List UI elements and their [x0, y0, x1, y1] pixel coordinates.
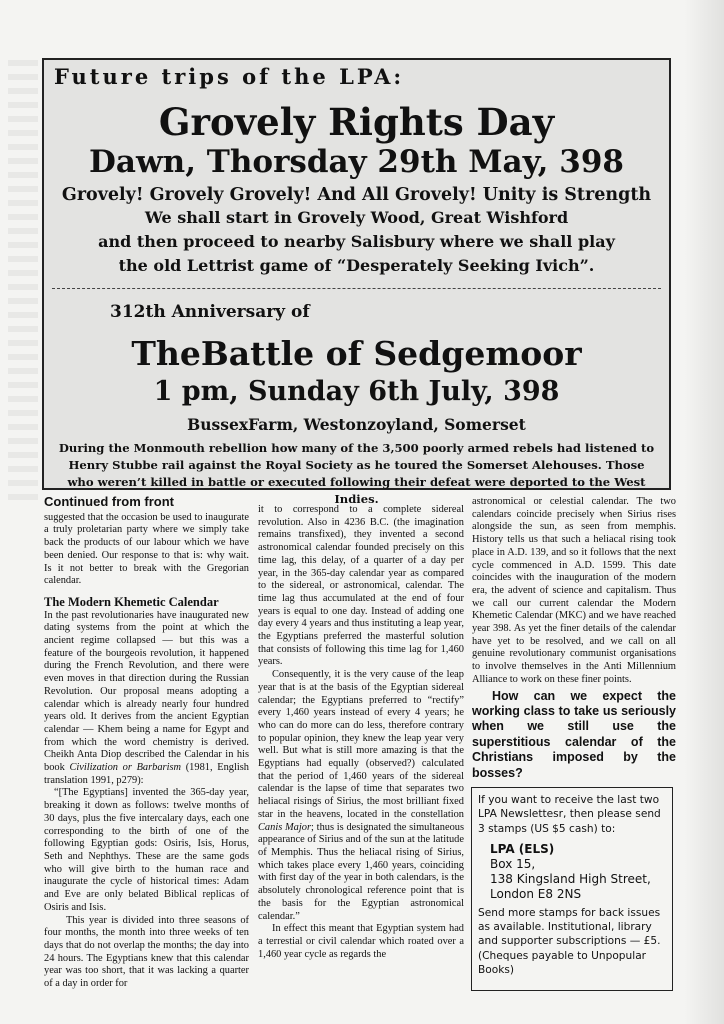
paragraph: [44, 610, 249, 788]
text-run: ; thus is designated the simultaneous appearance of Sirius and of the sun at the latitude of Memphis. Thus the heliacal rising of Sirius, which takes place every 1,460 years, coinciding with first day of the year in both calendars, is the absolutely chronological reference point that is the basis for the Egyptian astronomical calendar.”: [258, 821, 465, 922]
text-run: In the past revolutionaries have inaugurated new dating systems from the point at which the ancient regime collapsed — but this was a feature of the bourgeois revolution, it happened during the French Revolution, and there were even moves in that direction during the Russian Revolution. Our proposal means adopting a calendar which is already nearly four hundred years old. It derives from the ancient Egyptian calendar — Khem being a name for Egypt and from which the word chemistry is derived. Cheikh Anta Diop described the Calendar in his book: [44, 609, 249, 774]
postal-address: [490, 842, 666, 902]
text-run: (1981, English translation 1991, p279):: [44, 762, 249, 786]
dashed-divider: [52, 288, 661, 289]
event1-slogan: Grovely! Grovely Grovely! And All Grovely! Unity is Strength: [61, 185, 652, 205]
address-line: London E8 2NS: [490, 886, 582, 901]
event1-title: Grovely Rights Day: [158, 100, 555, 144]
section-heading: The Modern Khemetic Calendar: [44, 594, 219, 609]
address-line: Box 15,: [490, 856, 536, 871]
continued-heading: Continued from front: [44, 494, 174, 509]
section-kicker: Future trips of the LPA:: [54, 64, 405, 89]
event1-line2: and then proceed to nearby Salisbury where we shall play: [98, 232, 615, 251]
grovely-event: [44, 60, 669, 286]
margin-scan-artifact: [8, 60, 38, 500]
paragraph: astronomical or celestial calendar. The two calendars coincide precisely when Sirius rises alongside the sun, as seen from memphis. History tells us that such a heliacal rising took place in A.D. 139, and so it follows that the next cycle commenced in A.D. 1599. This date coincides with the inauguration of the modern era, the advent of science and capitalism. Thus we call our current calendar the Modern Khemetic Calendar (MKC) and we have reached year 398. As yet the finer details of the calendar have yet to be resolved, and we call on all genuine revolutionary communist organisations to involve themselves in the Anti Millennium Alliance to work on these finer points.: [472, 496, 676, 685]
paragraph: [258, 669, 464, 923]
event1-line3: the old Lettrist game of “Desperately Seeking Ivich”.: [118, 256, 595, 275]
paragraph: This year is divided into three seasons of four months, the month into three weeks of ten days that do not overlap the months; the day into 24 hours. The Egyptians knew that this calendar year was too short, that it was lacking a quarter of a day in order for: [44, 914, 249, 990]
event1-line1: We shall start in Grovely Wood, Great Wishford: [144, 208, 569, 227]
subscription-intro: If you want to receive the last two LPA Newslettesr, then please send 3 stamps (US $5 cash) to:: [478, 794, 661, 835]
constellation-name: Canis Major: [258, 821, 312, 833]
subscription-box: [471, 787, 673, 991]
paragraph: it to correspond to a complete sidereal revolution. Also in 4236 B.C. (the imagination remains transfixed), they invented a second astronomical calendar founded precisely on this time lag, this delay, of a quarter of a day per year, in the 365-day calendar year as compared to the sidereal, or astronomical, calendar. The time lag thus accumulated at the end of four years is equal to one day. Instead of adding one day every 4 years and thus instituting a leap year, the Egyptians preferred the masterful solution that consists of following this time lag for 1,460 years.: [258, 504, 464, 668]
book-title: Civilization or Barbarism: [69, 762, 182, 774]
page-edge-shadow: [684, 0, 724, 1024]
event2-anniversary: 312th Anniversary of: [110, 302, 310, 322]
subscription-outro: Send more stamps for back issues as available. Institutional, library and supporter subscriptions — £5. (Cheques payable to Unpopular Books): [478, 906, 661, 977]
event2-description: During the Monmouth rebellion how many of the 3,500 poorly armed rebels had listened to Henry Stubbe rail against the Royal Society as he toured the Somerset Alehouses. Those who weren’t killed in battle or executed following their defeat were deported to the West Indies.: [58, 441, 655, 506]
text-run: Consequently, it is the very cause of the leap year that is at the basis of the Egyptian sidereal calendar; the Egyptians preferred to “rectify” every 1,460 years instead of every 4 years; he who can do more can do less, therefore contrary to popular opinion, they knew the leap year very well. But what is still more amazing is that the Egyptians had equally (observed?) calculated that the period of 1,460 years of the sidereal calendar is the lapse of time that separates two heliacal risings of Sirius, the most brilliant fixed star in the heavens, located in the constellation: [258, 669, 464, 820]
article-column-1: [44, 496, 249, 991]
quote-paragraph: “[The Egyptians] invented the 365-day year, breaking it down as follows: twelve months of 30 days, plus the five intercalary days, each one corresponding to the birth of one of the following Egyptian gods: Osiris, Isis, Horus, Seth and Nephthys. These are the same gods who will give birth to the human race and inaugurate the cycle of historical times: Adam and Eve are only belated Biblical replicas of Osiris and Isis.: [44, 787, 249, 913]
article-column-2: [258, 504, 464, 961]
paragraph: In effect this meant that Egyptian system had a terrestial or civil calendar which roated over a 1,460 year cycle as regards the: [258, 923, 464, 960]
event2-title: TheBattle of Sedgemoor: [131, 334, 582, 373]
closing-question: How can we expect the working class to take us seriously when we still use the superstitious calendar of the Christians imposed by the bosses?: [472, 688, 676, 780]
event2-date: 1 pm, Sunday 6th July, 398: [153, 376, 560, 407]
paragraph: suggested that the occasion be used to inaugurate a truly proletarian party where we simply take back the products of our labour which we have been denied. Our response to that is: why wait. Is it not better to break with the Gregorian calendar.: [44, 511, 249, 587]
event2-place: BussexFarm, Westonzoyland, Somerset: [187, 415, 526, 434]
article-column-3: [472, 496, 676, 781]
address-name: LPA (ELS): [490, 841, 555, 856]
address-line: 138 Kingsland High Street,: [490, 871, 651, 886]
event1-date: Dawn, Thorsday 29th May, 398: [89, 144, 624, 180]
